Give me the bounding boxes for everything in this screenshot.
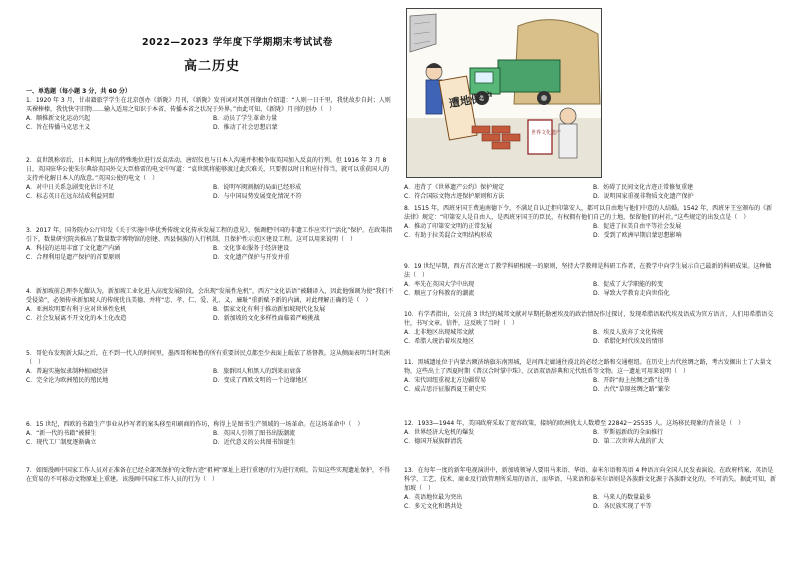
- question-12: [404, 419, 776, 446]
- question-11: [404, 358, 776, 394]
- option-d: D．导致大学教育走向世俗化: [593, 290, 670, 298]
- option-d: D．变成了西欧文明的一个边缘地区: [213, 377, 308, 385]
- option-d: D．新加坡的文化多样性面临着严峻挑战: [213, 315, 320, 323]
- question-13: [404, 466, 776, 511]
- option-c: C．有助于拉美混合文明结构形成: [404, 232, 493, 240]
- option-c: C．完全沦为欧洲殖民的殖民地: [26, 377, 109, 385]
- option-a: A．普遍实施奴隶制种植园经济: [26, 368, 109, 376]
- option-d: D．与中国局势发展变化情况不符: [213, 193, 302, 201]
- option-b: B．促成了大学职能的转变: [593, 281, 664, 289]
- option-c: C．顺应了分科教育的潮流: [404, 290, 475, 298]
- question-stem: 9．19 世纪早期，西方首次建立了教学科研相统一的原则，坚持大学教师是科研工作者，在教学中向学生展示自己最新的科研成果。这种做法（ ）: [404, 263, 772, 280]
- question-4: [26, 287, 394, 323]
- question-8: [404, 204, 776, 240]
- question-6: [26, 420, 394, 447]
- question-stem: 6．15 世纪，西欧的书籍生产事业从抄写者的案头移至印刷商的作坊，称得上是图书生产领域的一场革命。在这场革命中（ ）: [26, 421, 364, 428]
- question-stem: 7．如图漫画中国家工作人员对正准备在已经全部死保护的文物古迹“祖祠”原址上进行重建的行为进行劝阻，告知这些实现遗址保护，不得在贸易的不可移动文物原址上重建。该漫画中国家工作人员的行为（ ）: [26, 467, 391, 484]
- option-b: B．儒家文化有利于推动新加坡现代化发展: [213, 306, 326, 314]
- option-b: B．妨碍了民间文化古迹正常修复重建: [593, 184, 694, 191]
- option-c: C．旨在传播马克思主义: [26, 124, 91, 132]
- question-7: [26, 466, 394, 484]
- option-d: D．第二次世界大战的扩大: [593, 438, 664, 446]
- option-c: C．标志英日在远东结成利益同盟: [26, 193, 115, 201]
- board-text: 世界文化遗产: [531, 130, 562, 136]
- option-a: A．“新一代的书籍”被催生: [26, 430, 97, 438]
- sign-text: 遭地保护: [448, 89, 494, 111]
- subject-title: 高二历史: [184, 59, 241, 74]
- option-a: A．推动了印第安文明的正常发展: [404, 223, 493, 231]
- question-1: [26, 96, 394, 132]
- exam-title: 2022—2023 学年度下学期期末考试试卷: [142, 37, 333, 48]
- option-b: B．文化事业服务于经济建设: [213, 245, 290, 253]
- question-7-options: [404, 183, 776, 201]
- question-stem: 13．在每年一度的新年电视演讲中，新加坡领导人要用马来语、华语、泰米尔语和英语 4 种语言向全国人民发表演说。在政府档案，英语是科学、工艺、技术、商业及行政管理所采用的语言，而华语、马来语和泰米尔语则是各族群文化源于各族群文化的，不可消失。据此可知，新加坡（ ）: [404, 467, 777, 493]
- option-c: C．希腊人统治着埃及地区: [404, 338, 475, 346]
- question-stem: 4．新加坡前总理李光耀认为，新加坡工业化进入高度发展阶段，会出现“发展性危机”，西方“文化话语”被翻译入，因此他强调为使“我们不受侵染”，必须传承新加坡人的传统优良美德，并将“忠、孝、仁、爱、礼、义、廉耻”重新赋予新的内涵，对此理解正确的是（ ）: [26, 288, 394, 305]
- option-c: C．合理利用是遗产保护的首要原则: [26, 254, 121, 262]
- option-d: D．各民族实现了平等: [593, 503, 652, 511]
- option-d: D．文化遗产保护与开发并重: [213, 254, 290, 262]
- question-2: [26, 156, 394, 201]
- question-3: [26, 226, 394, 262]
- option-c: C．德国开展族群清洗: [404, 438, 463, 446]
- option-d: D．受到了欧洲早期启蒙思想影响: [593, 232, 682, 240]
- question-stem: 1．1920 年 3 月，甘肃籍旅学学生在北京创办《新陇》月刊，《新陇》发刊词对其创刊缘由介绍道：“人则一日千里，我忧故步自封；人则买裸棒榛，我忧快守旧物……输入适用之知识于本省，传播本省之状况于外界。”由此可知，《新陇》月刊的创办（ ）: [26, 97, 391, 114]
- option-a: A．宋代回纽重视北方边疆贸易: [404, 377, 487, 385]
- option-d: D．希腊化时代埃及的情形: [593, 338, 664, 346]
- option-a: A．亚洲坎明要有利于应对世界性危机: [26, 306, 127, 314]
- question-9: [404, 262, 776, 298]
- option-b: B．埃及人放弃了文化传统: [593, 329, 664, 337]
- option-c: C．社会发展离不开文化的本土化改造: [26, 315, 127, 323]
- question-stem: 8．1515 年，西班牙国王费迪南德下令，不满足自认迁拒印第安人，都可以自由地与他们中意的人结婚。1542 年，西班牙王室颁布的《新法律》规定：“印第安人是自由人，是西班牙国王的臣民，有权拥有他们自己的土地，保留他们的村社。”这些规定的出发点是（ ）: [404, 205, 773, 222]
- question-stem: 5．哥伦布发现新大陆之后，在不到一代人的时间里，墨西哥和秘鲁的所有重要居民点都至少表面上皈依了基督教。这从侧面表明当时美洲（ ）: [26, 350, 390, 367]
- option-b: B．罗斯福新政的全面推行: [593, 429, 664, 437]
- option-a: A．北非地区出现城邦文献: [404, 329, 475, 337]
- option-d: D．古代“草原丝绸之路”繁荣: [593, 386, 670, 394]
- option-a: A．科技的运用丰富了文化遗产内涵: [26, 245, 121, 253]
- option-d: D．说明国家重视非物质文化遗产保护: [593, 193, 694, 201]
- option-a: A．对中日关系急剧变化估计不足: [26, 184, 115, 192]
- option-b: B．说明军阀割据的局面已经形成: [213, 184, 302, 192]
- option-c: C．符合国际文物古迹保护原则和方法: [404, 193, 505, 201]
- question-stem: 3．2017 年，国务院办公厅印发《关于实施中华优秀传统文化传承发展工程的意见》，强调把中国的非遗工作应实行“活化”保护。在政策指引下，数量研究院共推出了数量数字博物馆的创建、西县侗族的入行机制，且保护性示范区建设工程。这可以用来说明（ ）: [26, 227, 393, 244]
- option-b: B．动员了学生革命力量: [213, 115, 278, 123]
- option-b: B．旅群因人和黑人的到来而衰落: [213, 368, 302, 376]
- option-d: D．近代意义的公共图书馆诞生: [213, 439, 296, 447]
- option-d: D．推动了社会思想启蒙: [213, 124, 278, 132]
- option-b: B．促进了拉美自由平等社会发展: [593, 223, 682, 231]
- question-stem: 12．1933—1944 年，美国政府采取了宽容政策，接纳的欧洲犹太人数增至 22842～25535 人。这场移民现象的背景是（ ）: [404, 420, 745, 427]
- option-a: A．违背了《世界遗产公约》保护规定: [404, 184, 505, 191]
- question-stem: 10．有学者指出，公元前 3 世纪的城邦文献对早期托勒密埃及的政治情况作过探讨，发现希腊语取代埃及语成为官方语言，人们用希腊语交往，书写文章。信件，这反映了当时（ ）: [404, 311, 774, 328]
- option-c: C．威吉思汗征服西夏王朝史实: [404, 386, 487, 394]
- option-a: A．率先在英国大学中出现: [404, 281, 475, 289]
- option-b: B．马来人的数量最多: [593, 494, 652, 502]
- option-a: A．英语地位最为突出: [404, 494, 463, 502]
- question-stem: 2．袁世凯称帝后，日本利用上海的特殊地位进行反袁活动，唐绍仪也与日本人沟通并积极争取英国加入反袁的行列。但 1916 年 3 月 8 日，英国驻华公使朱尔典给英国外交大臣格雷的电文中写道：“袁世凯将能够渡过此次难关，只要假以时日和应付得当，就可以重获国人的支持并化解日本人的敌意。”英国公使的电文（ ）: [26, 157, 390, 183]
- option-a: A．顺推新文化运动兴起: [26, 115, 91, 123]
- option-c: C．多元文化和谐共处: [404, 503, 463, 511]
- section-heading: 一、单选题（每小题 3 分，共 60 分）: [26, 88, 131, 95]
- question-5: [26, 349, 394, 385]
- option-c: C．现代工厂制度逐渐确立: [26, 439, 97, 447]
- option-b: B．英国人引领了图书出版潮流: [213, 430, 296, 438]
- cartoon-illustration: [406, 8, 602, 178]
- option-a: A．世界经济大危机的爆发: [404, 429, 475, 437]
- option-b: B．开辟“海上丝绸之路”壮举: [593, 377, 670, 385]
- question-stem: 11．黑城遗址位于内蒙古额济纳旗东南黑城，是河西走廊通往漠北的必经之路和交通枢纽。在历史上古代丝绸之路，考古发掘出土了大量文物，这些出土了西夏时期《普汉合时掌中珠》、汉语双语辞典和元代纸币等文物。这一遗址可用来说明（ ）: [404, 359, 772, 376]
- question-10: [404, 310, 776, 346]
